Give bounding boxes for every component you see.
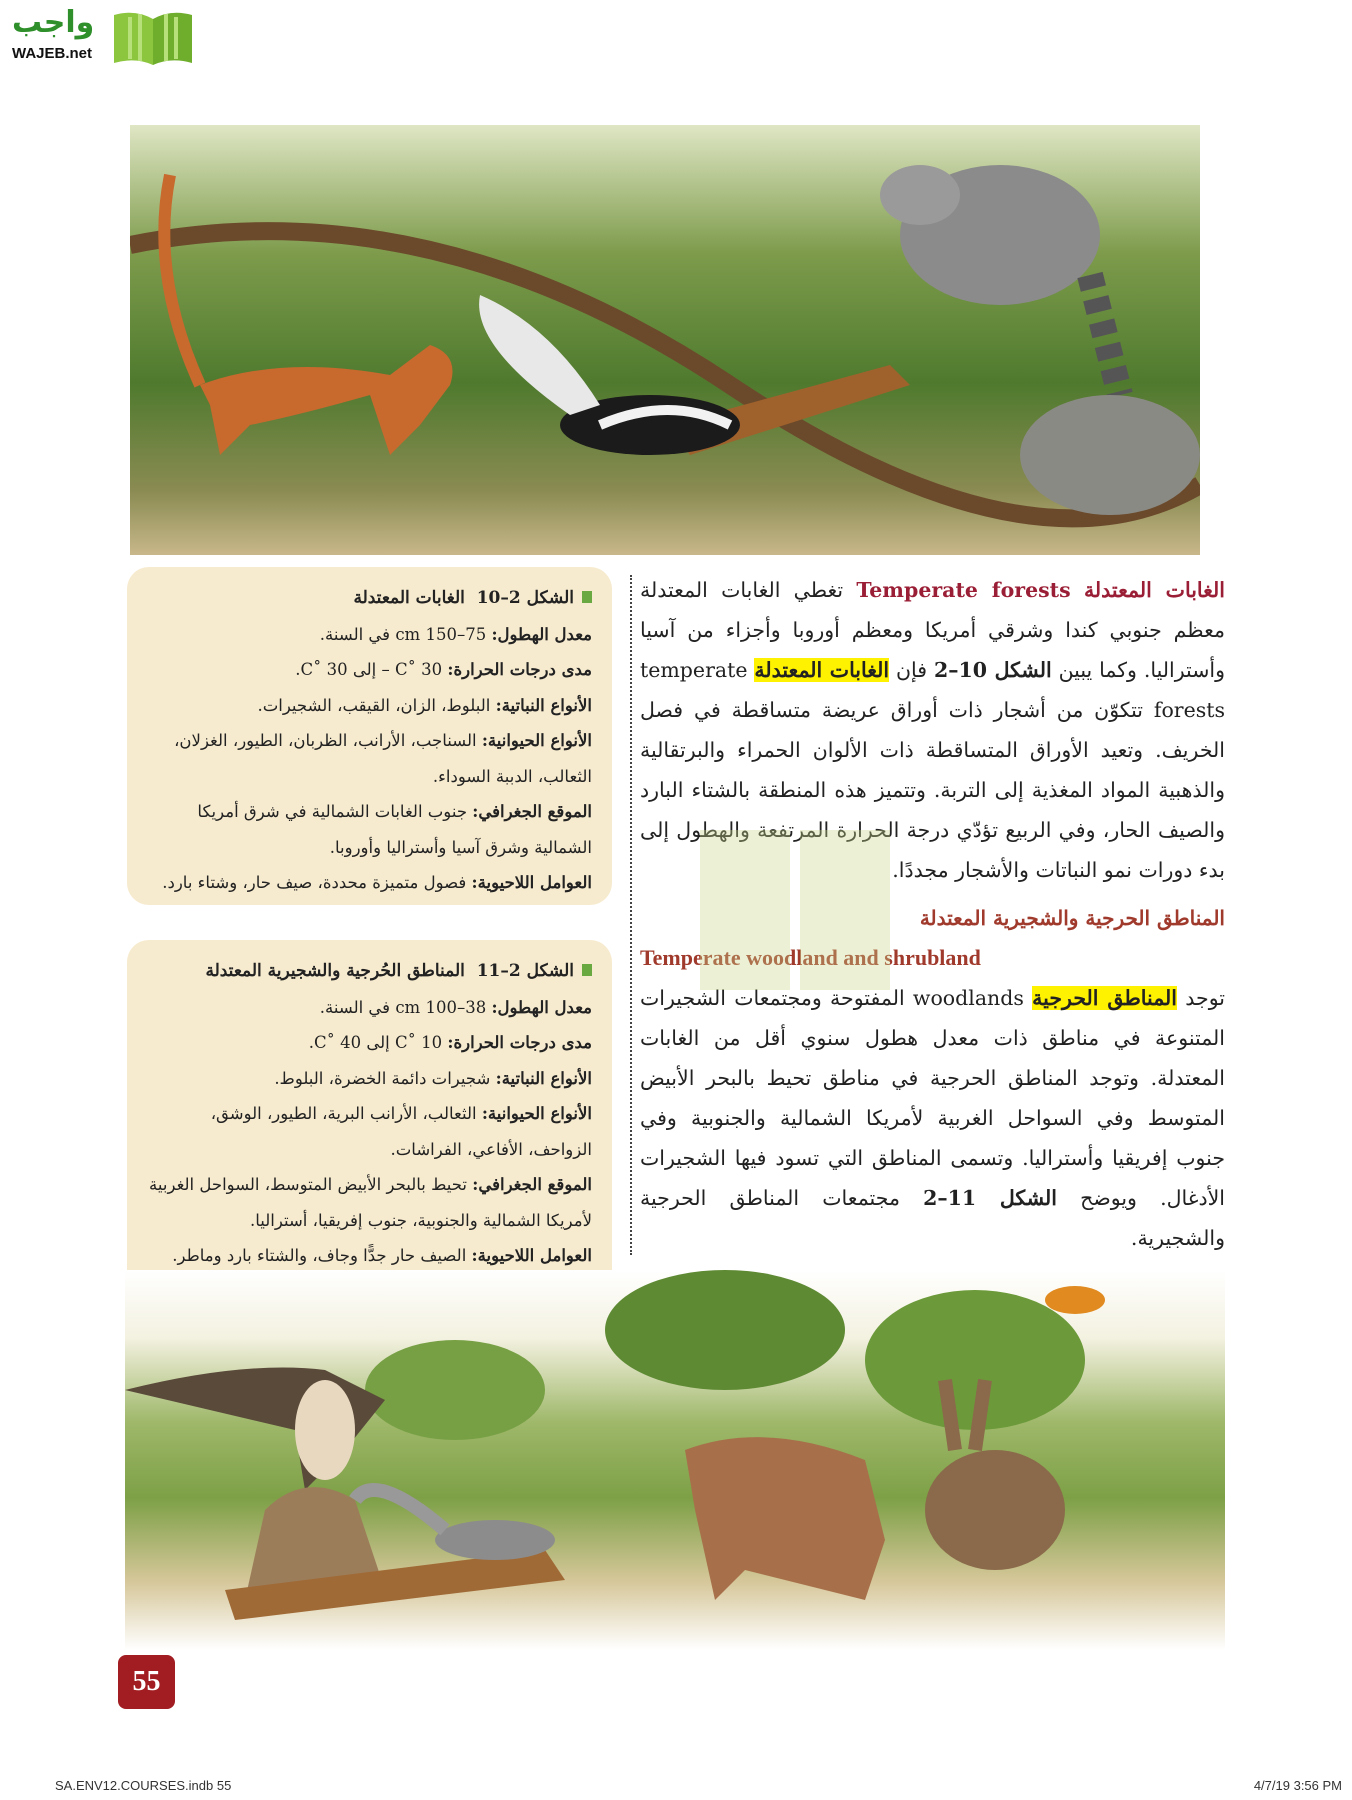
row-label: معدل الهطول: [491, 624, 592, 644]
row-value: 38–100 cm في السنة. [319, 997, 487, 1017]
row-value: جنوب الغابات الشمالية في شرق أمريكا الشمالية وشرق آسيا وأستراليا وأوروبا. [197, 802, 592, 857]
caption-prefix: الشكل [526, 588, 574, 608]
row-label: مدى درجات الحرارة: [447, 660, 592, 679]
row-label: الأنواع الحيوانية: [481, 731, 592, 750]
main-text-column [640, 570, 1225, 1258]
section-heading-english: Temperate woodland and shrubland [640, 945, 981, 970]
text: woodlands المفتوحة ومجتمعات الشجيرات المتنوعة في مناطق ذات معدل هطول سنوي أقل من الغابات المعتدلة. وتوجد المناطق الحرجية في مناطق تحيط بالبحر الأبيض المتوسط وفي السواحل الغربية لأمريكا الشمالية والجنوبية وفي جنوب إفريقيا وأستراليا. وتسمى المناطق التي تسود فيها الشجيرات الأدغال. ويوضح [640, 986, 1225, 1210]
row-value: الصيف حار جدًّا وجاف، والشتاء بارد وماطر. [172, 1246, 467, 1265]
info-row [149, 1061, 592, 1097]
row-label: الأنواع النباتية: [495, 1068, 592, 1088]
row-label: الأنواع النباتية: [495, 695, 592, 715]
row-value: تحيط بالبحر الأبيض المتوسط، السواحل الغربية لأمريكا الشمالية والجنوبية، جنوب إفريقيا، أستراليا. [149, 1175, 592, 1230]
book-icon [110, 9, 196, 67]
caption-prefix: الشكل [526, 961, 574, 981]
row-value: الثعالب، الأرانب البرية، الطيور، الوشق، الزواحف، الأفاعي، الفراشات. [210, 1104, 592, 1159]
figure-11-caption [149, 954, 592, 990]
row-label: العوامل اللاحيوية: [471, 1246, 592, 1265]
row-value: السناجب، الأرانب، الظربان، الطيور، الغزلان، الثعالب، الدببة السوداء. [174, 731, 592, 786]
caption-title: المناطق الحُرجية والشجيرية المعتدلة [205, 961, 465, 981]
text: temperate forests تتكوّن من أشجار ذات أوراق عريضة متساقطة في فصل الخريف. وتعيد الأوراق المتساقطة ذات الألوان الحمراء والبرتقالية والذهبية المواد المغذية إلى التربة. وتتميز هذه المنطقة بالشتاء البارد والصيف الحار، وفي الربيع تؤدّي درجة الحرارة المرتفعة والهطول إلى بدء دورات نمو النباتات والأشجار مجددًا. [640, 658, 1225, 882]
caption-number: 2–11 [476, 961, 521, 981]
page-number: 55 [118, 1655, 175, 1709]
key-term-arabic: الغابات المعتدلة [1083, 578, 1225, 602]
bird-shape [1045, 1286, 1105, 1314]
highlighted-term: المناطق الحرجية [1032, 986, 1178, 1010]
key-term-english: Temperate forests [856, 578, 1071, 602]
footer-file-label: SA.ENV12.COURSES.indb 55 [55, 1778, 232, 1793]
info-row [149, 688, 592, 724]
info-row [149, 1167, 592, 1238]
row-value: شجيرات دائمة الخضرة، البلوط. [274, 1068, 491, 1088]
bullet-square-icon [582, 964, 592, 976]
row-value: البلوط، الزان، القيقب، الشجيرات. [257, 695, 491, 715]
footer-timestamp: 4/7/19 3:56 PM [1253, 1778, 1342, 1793]
paragraph-temperate-forests [640, 570, 1225, 890]
temperate-forest-illustration [130, 125, 1200, 555]
info-row [149, 617, 592, 653]
row-label: الموقع الجغرافي: [472, 802, 592, 821]
row-label: الموقع الجغرافي: [472, 1175, 592, 1194]
figure-10-info-box [127, 567, 612, 905]
info-row [149, 794, 592, 865]
squirrel-shape [355, 1490, 555, 1560]
woodland-shrubland-illustration [125, 1270, 1225, 1650]
info-row [149, 1096, 592, 1167]
row-label: مدى درجات الحرارة: [447, 1033, 592, 1052]
row-label: الأنواع الحيوانية: [481, 1104, 592, 1123]
highlighted-term: الغابات المعتدلة [754, 658, 890, 682]
row-value: C˚ 10 إلى C˚ 40. [308, 1033, 443, 1052]
info-row [149, 1238, 592, 1274]
row-label: العوامل اللاحيوية: [471, 873, 592, 892]
cougar-shape [164, 175, 452, 455]
fox-shape [685, 1437, 885, 1600]
caption-title: الغابات المعتدلة [353, 588, 465, 608]
info-row [149, 1025, 592, 1061]
text: تغطي الغابات المعتدلة معظم جنوبي كندا وشرقي أمريكا ومعظم أوروبا وأجزاء من آسيا وأستراليا. وكما يبين [640, 578, 1225, 682]
logo-latin: WAJEB.net [12, 45, 93, 62]
text: مجتمعات المناطق الحرجية والشجيرية. [640, 1186, 1225, 1250]
raccoon-shape [880, 165, 1120, 395]
info-row [149, 652, 592, 688]
info-row [149, 865, 592, 901]
row-value: 75–150 cm في السنة. [319, 624, 487, 644]
paragraph-woodland [640, 978, 1225, 1258]
bullet-square-icon [582, 591, 592, 603]
figure-10-caption [149, 581, 592, 617]
column-divider [630, 575, 632, 1255]
figure-11-info-box [127, 940, 612, 1302]
wajeb-logo[interactable] [10, 5, 190, 67]
logo-arabic: واجب [12, 5, 95, 40]
row-value: C˚ 30 – إلى C˚ 30. [295, 660, 443, 679]
figure-reference: الشكل 10–2 [934, 658, 1052, 682]
text: توجد [1177, 986, 1225, 1010]
row-label: معدل الهطول: [491, 997, 592, 1017]
info-row [149, 723, 592, 794]
row-value: فصول متميزة محددة، صيف حار، وشتاء بارد. [162, 873, 467, 892]
section-heading-arabic: المناطق الحرجية والشجيرية المعتدلة [919, 906, 1225, 930]
hawk-shape [125, 1368, 385, 1491]
info-row [149, 990, 592, 1026]
caption-number: 2–10 [476, 588, 521, 608]
text: فإن [889, 658, 935, 682]
figure-reference: الشكل 11–2 [923, 1186, 1057, 1210]
